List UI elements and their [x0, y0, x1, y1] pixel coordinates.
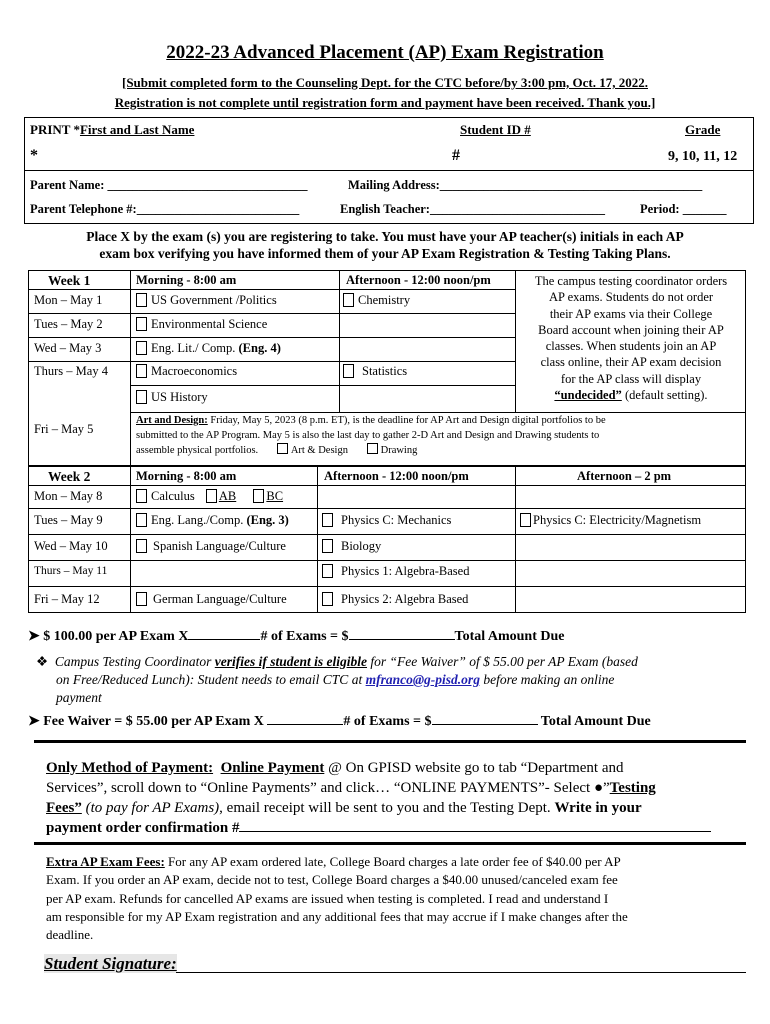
day-wed-may10: Wed – May 10	[34, 539, 108, 553]
checkbox[interactable]	[136, 293, 147, 307]
day-wed-may3: Wed – May 3	[34, 341, 102, 355]
checkbox[interactable]	[136, 317, 147, 331]
fee-waiver-note: ❖ Campus Testing Coordinator verifies if student is eligible for “Fee Waiver” of $ 55.00 per AP Exam (based on Free/Reduced Lunch): Student needs to email CTC at mfranco@g-pisd.org before making an online payment	[36, 654, 638, 705]
info-divider	[24, 170, 754, 171]
week1-label: Week 1	[48, 273, 91, 288]
coordinator-note: The campus testing coordinator orders AP exams. Students do not order their AP exams via their College Board account when joining their AP classes. When students join an AP class online, their AP exam decision for the AP class will display “undecided” (default setting).	[534, 274, 728, 403]
checkbox[interactable]	[343, 364, 354, 378]
exam-biology[interactable]: Biology	[322, 539, 381, 554]
submission-note: [Submit completed form to the Counseling Dept. for the CTC before/by 3:00 pm, Oct. 17, 2022.	[122, 75, 648, 90]
day-fri-may12: Fri – May 12	[34, 592, 100, 606]
day-thu-may11: Thurs – May 11	[34, 565, 108, 577]
checkbox[interactable]	[322, 564, 333, 578]
student-id-field[interactable]: #	[452, 147, 460, 164]
week1-afternoon-header: Afternoon - 12:00 noon/pm	[346, 273, 491, 287]
exam-physics-c-em[interactable]: Physics C: Electricity/Magnetism	[520, 513, 701, 528]
print-name-label: PRINT *First and Last Name	[30, 122, 195, 137]
checkbox[interactable]	[322, 513, 333, 527]
week2-morning-header: Morning - 8:00 am	[136, 469, 237, 483]
grade-options[interactable]: 9, 10, 11, 12	[668, 149, 738, 164]
checkbox-bc[interactable]	[253, 489, 264, 503]
confirmation-number-field[interactable]	[239, 831, 711, 832]
checkbox[interactable]	[277, 443, 288, 454]
section-divider	[34, 740, 746, 743]
art-design-note: Art and Design: Friday, May 5, 2023 (8 p.m. ET), is the deadline for AP Art and Design digital portfolios to be submitted to the AP Program. May 5 is also the last day to gather 2-D Art and Design and Drawing students to assemble physical portfolios. Art & Design Drawing	[136, 415, 606, 456]
mailing-address-field[interactable]: Mailing Address:__________________________________________	[348, 178, 703, 192]
exam-macroeconomics[interactable]: Macroeconomics	[136, 364, 237, 379]
exam-art-design[interactable]: Art & Design	[261, 445, 348, 456]
checkbox[interactable]	[367, 443, 378, 454]
instructions-line1: Place X by the exam (s) you are registering to take. You must have your AP teacher(s) initials in each AP	[86, 229, 684, 244]
total-fee-blank[interactable]	[349, 639, 455, 640]
checkbox-ab[interactable]	[206, 489, 217, 503]
exam-eng-lang[interactable]: Eng. Lang./Comp. (Eng. 3)	[136, 513, 289, 528]
period-field[interactable]: Period: _______	[640, 202, 727, 216]
exam-spanish[interactable]: Spanish Language/Culture	[136, 539, 286, 554]
day-mon-may8: Mon – May 8	[34, 489, 103, 503]
checkbox[interactable]	[136, 539, 147, 553]
exam-environmental-science[interactable]: Environmental Science	[136, 317, 267, 332]
extra-fees-block: Extra AP Exam Fees: For any AP exam ordered late, College Board charges a late order fee of $40.00 per AP Exam. If you order an AP exam, decide not to test, College Board charges a $40.00 unused/canceled exam fee per AP exam. Refunds for cancelled AP exams are issued when testing is completed. I read and understand I am responsible for my AP Exam registration and any additional fees that may accrue if I make changes after the deadline.	[46, 854, 628, 943]
payment-method-block: Only Method of Payment: Online Payment @ On GPISD website go to tab “Department and Services”, scroll down to “Online Payments” and click… “ONLINE PAYMENTS”- Select ●”Testing Fees” (to pay for AP Exams), email receipt will be sent to you and the Testing Dept. Write in your payment order confirmation #	[46, 758, 726, 838]
checkbox[interactable]	[136, 513, 147, 527]
parent-telephone-field[interactable]: Parent Telephone #:__________________________	[30, 202, 300, 216]
day-tue-may9: Tues – May 9	[34, 513, 103, 527]
week2-afternoon2-header: Afternoon – 2 pm	[577, 469, 672, 483]
page-title: 2022-23 Advanced Placement (AP) Exam Registration	[166, 42, 604, 63]
exam-us-government[interactable]: US Government /Politics	[136, 293, 277, 308]
checkbox[interactable]	[136, 390, 147, 404]
fee-waiver-line[interactable]: ➤ Fee Waiver = $ 55.00 per AP Exam X # of Exams = $ Total Amount Due	[28, 714, 651, 729]
checkbox[interactable]	[136, 489, 147, 503]
waiver-exams-blank[interactable]	[267, 724, 343, 725]
checkbox[interactable]	[136, 592, 147, 606]
week1-morning-header: Morning - 8:00 am	[136, 273, 237, 287]
checkbox[interactable]	[136, 341, 147, 355]
signature-label: Student Signature:	[44, 954, 177, 973]
exam-statistics[interactable]: Statistics	[343, 364, 407, 379]
exam-eng-lit[interactable]: Eng. Lit./ Comp. (Eng. 4)	[136, 341, 281, 356]
fee-line[interactable]: ➤ $ 100.00 per AP Exam X # of Exams = $ Total Amount Due	[28, 629, 565, 644]
parent-name-field[interactable]: Parent Name: ________________________________	[30, 178, 308, 192]
name-field[interactable]: *	[30, 147, 38, 164]
diamond-bullet-icon: ❖	[36, 654, 49, 669]
student-id-label: Student ID #	[460, 122, 531, 137]
exam-calculus[interactable]: Calculus AB BC	[136, 489, 283, 504]
checkbox[interactable]	[136, 364, 147, 378]
ctc-email-link[interactable]: mfranco@g-pisd.org	[365, 672, 480, 687]
grade-label: Grade	[685, 122, 721, 137]
exam-physics-1[interactable]: Physics 1: Algebra-Based	[322, 564, 469, 579]
exam-us-history[interactable]: US History	[136, 390, 208, 405]
exam-physics-c-mechanics[interactable]: Physics C: Mechanics	[322, 513, 451, 528]
day-fri-may5: Fri – May 5	[34, 422, 94, 436]
arrow-icon: ➤	[28, 714, 40, 729]
checkbox[interactable]	[520, 513, 531, 527]
waiver-total-blank[interactable]	[432, 724, 538, 725]
day-tue-may2: Tues – May 2	[34, 317, 103, 331]
section-divider	[34, 842, 746, 845]
arrow-icon: ➤	[28, 629, 40, 644]
week2-label: Week 2	[48, 469, 91, 484]
english-teacher-field[interactable]: English Teacher:____________________________	[340, 202, 605, 216]
exam-drawing[interactable]: Drawing	[351, 445, 418, 456]
checkbox[interactable]	[322, 592, 333, 606]
checkbox[interactable]	[343, 293, 354, 307]
checkbox[interactable]	[322, 539, 333, 553]
week2-afternoon-header: Afternoon - 12:00 noon/pm	[324, 469, 469, 483]
instructions-line2: exam box verifying you have informed them of your AP Exam Registration & Testing Taking Plans.	[99, 246, 671, 261]
exam-chemistry[interactable]: Chemistry	[343, 293, 410, 308]
day-thu-may4: Thurs – May 4	[34, 364, 108, 378]
signature-field[interactable]	[176, 972, 746, 973]
day-mon-may1: Mon – May 1	[34, 293, 103, 307]
registration-note: Registration is not complete until registration form and payment have been received. Thank you.]	[114, 95, 656, 110]
exam-fee-blank[interactable]	[188, 639, 260, 640]
exam-german[interactable]: German Language/Culture	[136, 592, 287, 607]
exam-physics-2[interactable]: Physics 2: Algebra Based	[322, 592, 468, 607]
